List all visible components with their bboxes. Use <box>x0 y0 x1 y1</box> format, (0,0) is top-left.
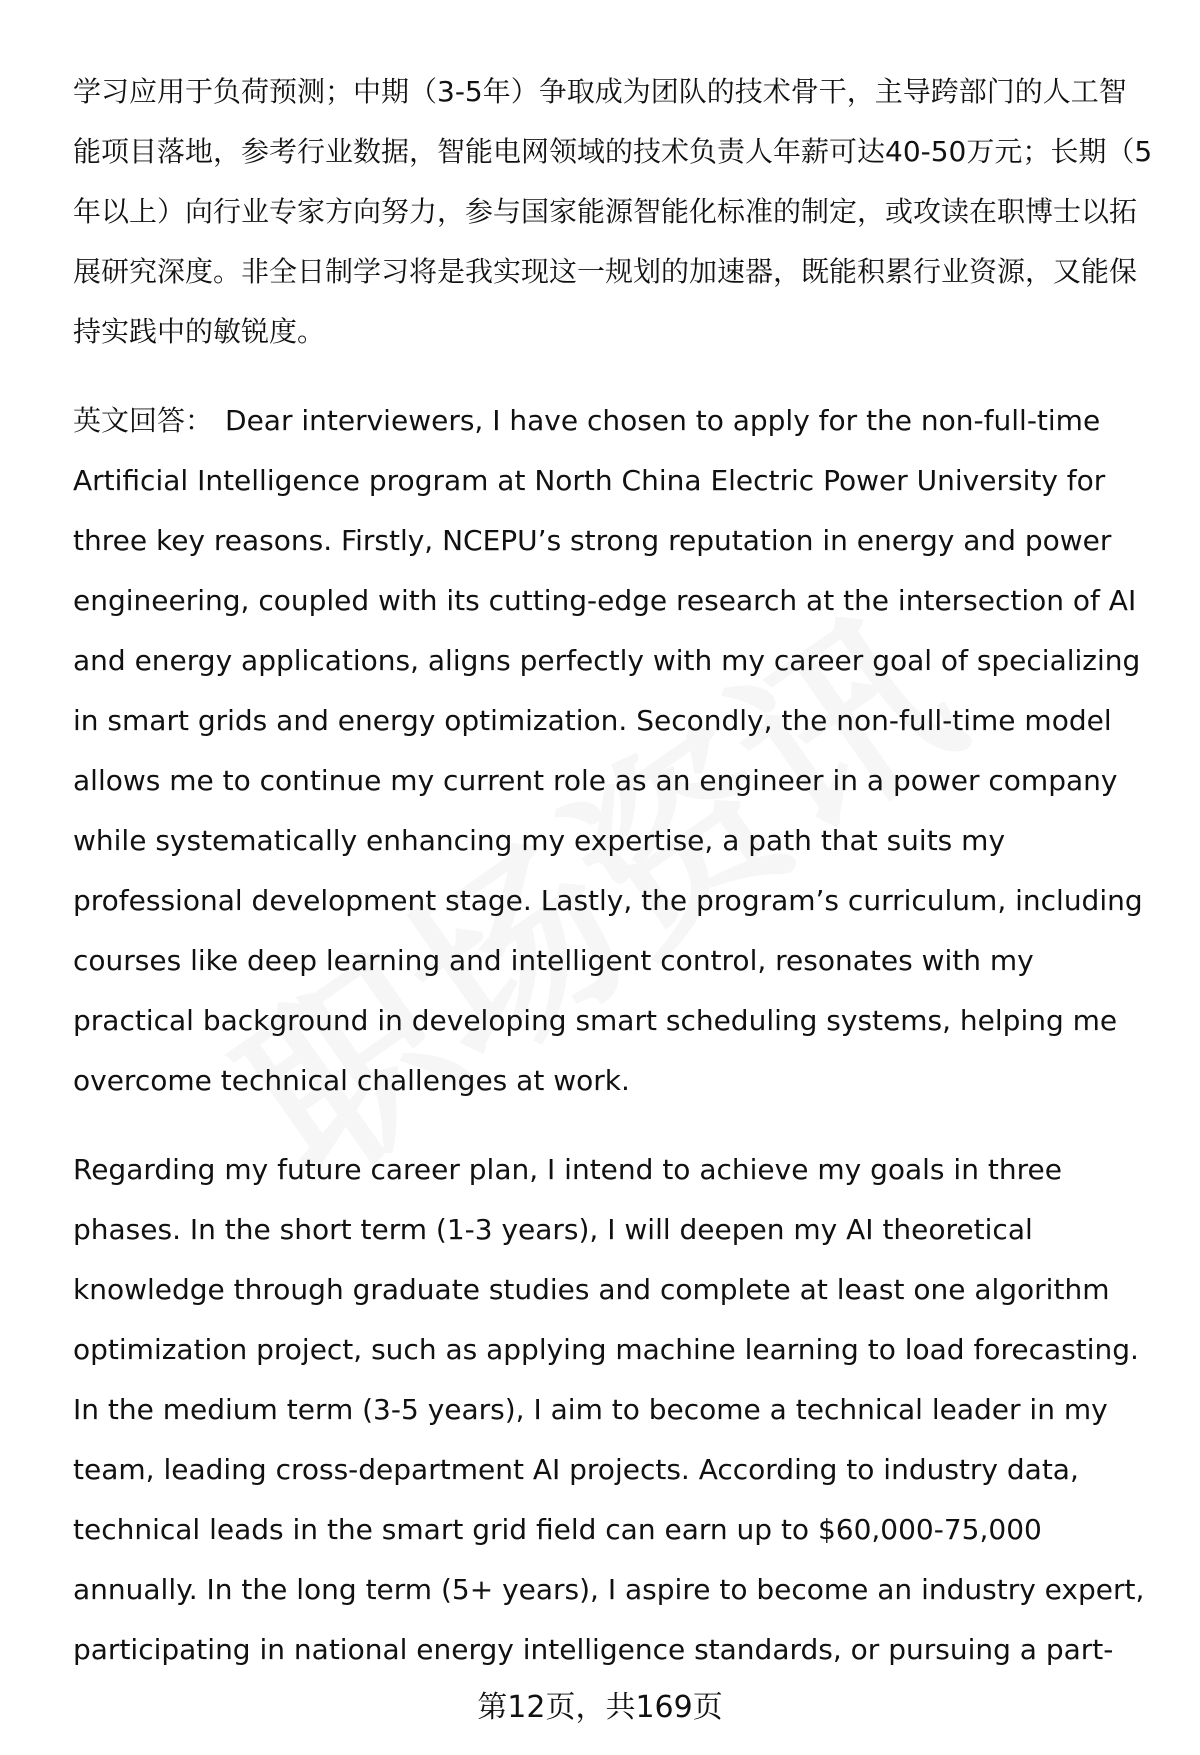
paragraph-chinese-plan <box>73 62 1153 362</box>
page-number-footer: 第12页，共169页 <box>477 1690 723 1725</box>
paragraph-text: Regarding my future career plan, I intend to achieve my goals in three phases. In the short term (1-3 years), I will deepen my AI theoretical knowledge through graduate studies and complete at least one algorithm optimization project, such as applying machine learning to load forecasting. In the medium term (3-5 years), I aim to become a technical leader in my team, leading cross-department AI projects. According to industry data, technical leads in the smart grid field can earn up to $60,000-75,000 annually. In the long term (5+ years), I aspire to become an industry expert, participating in national energy intelligence standards, or pursuing a part- <box>73 1153 1145 1666</box>
paragraph-career-plan <box>73 1140 1153 1680</box>
paragraph-text: Dear interviewers, I have chosen to apply for the non-full-time Artificial Intelligence program at North China Electric Power University for three key reasons. Firstly, NCEPU’s strong reputation in energy and power engineering, coupled with its cutting-edge research at the intersection of AI and energy applications, aligns perfectly with my career goal of specializing in smart grids and energy optimization. Secondly, the non-full-time model allows me to continue my current role as an engineer in a power company while systematically enhancing my expertise, a path that suits my professional development stage. Lastly, the program’s curriculum, including courses like deep learning and intelligent control, resonates with my practical background in developing smart scheduling systems, helping me overcome technical challenges at work. <box>73 404 1143 1097</box>
answer-label: 英文回答： <box>73 404 214 437</box>
paragraph-text: 学习应用于负荷预测；中期（3-5年）争取成为团队的技术骨干，主导跨部门的人工智能项目落地，参考行业数据，智能电网领域的技术负责人年薪可达40-50万元；长期（5年以上）向行业专家方向努力，参与国家能源智能化标准的制定，或攻读在职博士以拓展研究深度。非全日制学习将是我实现这一规划的加速器，既能积累行业资源，又能保持实践中的敏锐度。 <box>73 75 1153 348</box>
paragraph-english-answer <box>73 391 1153 1111</box>
document-body <box>73 62 1153 1680</box>
